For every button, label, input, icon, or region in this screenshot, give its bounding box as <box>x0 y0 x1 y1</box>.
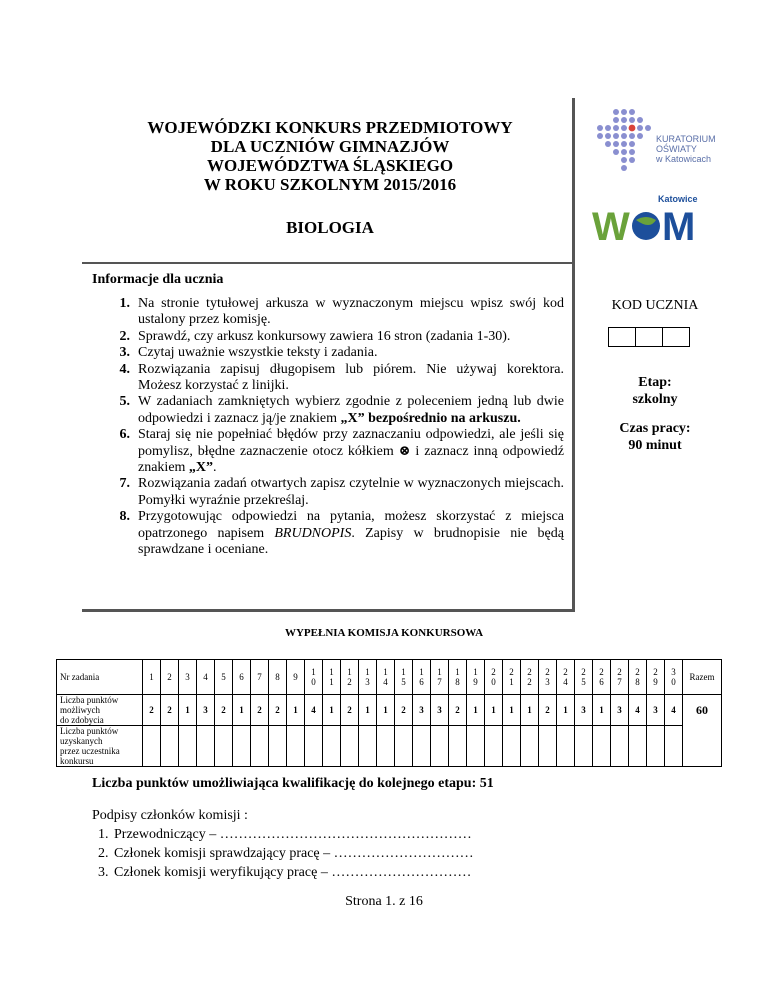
max-points-cell: 2 <box>215 695 233 726</box>
task-number: 13 <box>365 667 370 687</box>
max-points-label-line: Liczba punktów <box>60 695 119 705</box>
obtained-points-cell[interactable] <box>395 726 413 767</box>
task-number-cell <box>593 660 611 695</box>
obtained-points-cell[interactable] <box>287 726 305 767</box>
task-number-cell <box>629 660 647 695</box>
obtained-points-cell[interactable] <box>647 726 665 767</box>
task-number-cell <box>557 660 575 695</box>
task-number-label: Nr zadania <box>57 660 143 695</box>
obtained-points-cell[interactable] <box>251 726 269 767</box>
task-number-cell <box>179 660 197 695</box>
signature-number: 1. <box>98 827 109 842</box>
obtained-points-cell[interactable] <box>611 726 629 767</box>
instruction-item <box>108 329 564 345</box>
obtained-points-cell[interactable] <box>593 726 611 767</box>
instruction-number: 5. <box>119 394 130 410</box>
instruction-item <box>108 509 564 558</box>
signature-number: 2. <box>98 846 109 861</box>
task-number: 23 <box>545 667 550 687</box>
kuratorium-text-line-2: OŚWIATY <box>656 144 697 154</box>
max-points-cell: 4 <box>665 695 683 726</box>
obtained-points-cell[interactable] <box>539 726 557 767</box>
max-points-cell: 3 <box>413 695 431 726</box>
task-number: 18 <box>455 667 460 687</box>
max-points-row <box>57 695 722 726</box>
task-number-cell <box>503 660 521 695</box>
task-number-cell <box>413 660 431 695</box>
time-label: Czas pracy: <box>619 421 691 436</box>
instruction-text: . <box>213 460 217 476</box>
obtained-points-row <box>57 726 722 767</box>
instruction-item <box>108 296 564 329</box>
max-points-cell: 2 <box>143 695 161 726</box>
task-number-cell <box>269 660 287 695</box>
instruction-text: Rozwiązania zadań otwartych zapisz czytelnie w wyznaczonych miejscach. Pomyłki wyraźnie przekreślaj. <box>138 476 564 508</box>
student-code-box[interactable] <box>662 327 690 347</box>
kuratorium-text-line-1: KURATORIUM <box>656 134 716 144</box>
instruction-text: Rozwiązania zapisuj długopisem lub piórem. Nie używaj korektora. Możesz korzystać z linijki. <box>138 361 564 394</box>
instruction-text: Sprawdź, czy arkusz konkursowy zawiera 16 stron (zadania 1-30). <box>138 328 511 344</box>
task-number: 6 <box>239 672 244 682</box>
instruction-text: Staraj się nie popełniać błędów przy zaznaczaniu odpowiedzi, ale jeśli się pomylisz, błędne zaznaczenie otocz kółkiem <box>138 427 564 459</box>
obtained-points-cell[interactable] <box>269 726 287 767</box>
max-points-cell: 2 <box>449 695 467 726</box>
task-number-cell <box>251 660 269 695</box>
obtained-points-cell[interactable] <box>413 726 431 767</box>
task-number: 16 <box>419 667 424 687</box>
task-number-cell <box>359 660 377 695</box>
obtained-points-cell[interactable] <box>377 726 395 767</box>
signature-text: Członek komisji sprawdzający pracę – ………………………… <box>114 846 474 861</box>
task-number-cell <box>521 660 539 695</box>
bottom-divider <box>82 609 575 612</box>
total-points: 60 <box>683 695 722 767</box>
stage-value: szkolny <box>632 392 678 407</box>
instruction-text: . Zapisy w brudnopisie nie będą sprawdzane i oceniane. <box>138 525 564 558</box>
obtained-points-cell[interactable] <box>341 726 359 767</box>
obtained-points-cell[interactable] <box>197 726 215 767</box>
task-number: 12 <box>347 667 352 687</box>
svg-text:M: M <box>662 205 696 248</box>
task-number-cell <box>431 660 449 695</box>
obtained-points-cell[interactable] <box>485 726 503 767</box>
instruction-text: Czytaj uważnie wszystkie teksty i zadania. <box>138 345 378 361</box>
task-number-cell <box>611 660 629 695</box>
obtained-points-cell[interactable] <box>665 726 683 767</box>
total-label: Razem <box>683 660 722 695</box>
max-points-cell: 2 <box>395 695 413 726</box>
max-points-cell: 2 <box>539 695 557 726</box>
signature-line <box>92 844 474 863</box>
task-number: 17 <box>437 667 442 687</box>
task-number-cell <box>395 660 413 695</box>
task-number-cell <box>323 660 341 695</box>
task-number: 15 <box>401 667 406 687</box>
info-heading: Informacje dla ucznia <box>92 272 224 287</box>
student-code-box[interactable] <box>635 327 663 347</box>
title-line-1: WOJEWÓDZKI KONKURS PRZEDMIOTOWY <box>147 118 513 137</box>
task-number: 4 <box>203 672 208 682</box>
scores-table <box>56 659 722 767</box>
kuratorium-logo <box>596 108 716 186</box>
instruction-number: 7. <box>119 476 130 492</box>
title-line-4: W ROKU SZKOLNYM 2015/2016 <box>203 175 457 194</box>
wom-logo-icon <box>592 190 722 248</box>
task-number: 3 <box>185 672 190 682</box>
instruction-number: 6. <box>119 427 130 443</box>
task-number: 22 <box>527 667 532 687</box>
max-points-cell: 3 <box>431 695 449 726</box>
obtained-points-cell[interactable] <box>359 726 377 767</box>
task-number-cell <box>665 660 683 695</box>
max-points-cell: 1 <box>287 695 305 726</box>
task-number-cell <box>233 660 251 695</box>
qualification-threshold: Liczba punktów umożliwiająca kwalifikację do kolejnego etapu: 51 <box>92 776 494 791</box>
wom-logo <box>592 190 722 248</box>
instruction-item <box>108 427 564 476</box>
student-code-boxes[interactable] <box>608 327 689 347</box>
instruction-number: 2. <box>119 328 130 344</box>
instruction-item <box>108 476 564 509</box>
max-points-cell: 1 <box>593 695 611 726</box>
max-points-cell: 4 <box>305 695 323 726</box>
signatures-section <box>92 806 474 882</box>
obtained-points-cell[interactable] <box>161 726 179 767</box>
obtained-points-cell[interactable] <box>179 726 197 767</box>
obtained-points-cell[interactable] <box>467 726 485 767</box>
obtained-points-cell[interactable] <box>575 726 593 767</box>
task-number: 11 <box>329 667 334 687</box>
stage-label: Etap: <box>638 375 672 390</box>
task-number-cell <box>467 660 485 695</box>
obtained-points-cell[interactable] <box>557 726 575 767</box>
kuratorium-dots-icon <box>596 108 656 186</box>
task-number: 30 <box>671 667 676 687</box>
max-points-cell: 3 <box>611 695 629 726</box>
task-number: 24 <box>563 667 568 687</box>
task-number-cell <box>341 660 359 695</box>
max-points-cell: 1 <box>521 695 539 726</box>
max-points-cell: 2 <box>341 695 359 726</box>
instruction-text: Na stronie tytułowej arkusza w wyznaczonym miejscu wpisz swój kod ustalony przez komisję. <box>138 296 564 328</box>
task-number: 19 <box>473 667 478 687</box>
task-number-cell <box>215 660 233 695</box>
max-points-label <box>57 695 143 726</box>
max-points-cell: 1 <box>557 695 575 726</box>
task-number: 1 <box>149 672 154 682</box>
max-points-cell: 1 <box>485 695 503 726</box>
obtained-points-cell[interactable] <box>143 726 161 767</box>
max-points-cell: 1 <box>179 695 197 726</box>
task-number-cell <box>305 660 323 695</box>
task-number-row <box>57 660 722 695</box>
obtained-points-cell[interactable] <box>305 726 323 767</box>
page-number: Strona 1. z 16 <box>345 894 423 909</box>
task-number: 28 <box>635 667 640 687</box>
task-number: 27 <box>617 667 622 687</box>
instruction-text: i zaznacz inną odpowiedź znakiem <box>138 443 564 476</box>
obtained-points-cell[interactable] <box>521 726 539 767</box>
max-points-cell: 1 <box>359 695 377 726</box>
instruction-item <box>108 394 564 427</box>
instructions-list <box>108 296 564 559</box>
obtained-points-cell[interactable] <box>215 726 233 767</box>
task-number-cell <box>647 660 665 695</box>
vertical-divider <box>572 98 575 612</box>
signature-line <box>92 863 474 882</box>
max-points-label-line: do zdobycia <box>60 715 104 725</box>
obtained-points-label-line: Liczba punktów <box>60 726 119 736</box>
task-number-cell <box>485 660 503 695</box>
student-code-box[interactable] <box>608 327 636 347</box>
max-points-cell: 2 <box>251 695 269 726</box>
wom-city-label: Katowice <box>658 194 698 204</box>
task-number: 2 <box>167 672 172 682</box>
task-number-cell <box>161 660 179 695</box>
task-number-cell <box>377 660 395 695</box>
instruction-emphasis: „X” bezpośrednio na arkuszu. <box>340 410 521 426</box>
signature-text: Członek komisji weryfikujący pracę – ………………………… <box>114 865 472 880</box>
obtained-points-label-line: przez uczestnika <box>60 746 120 756</box>
instruction-number: 8. <box>119 509 130 525</box>
task-number: 26 <box>599 667 604 687</box>
max-points-cell: 1 <box>377 695 395 726</box>
instruction-italic: BRUDNOPIS <box>274 525 352 541</box>
commission-heading: WYPEŁNIA KOMISJA KONKURSOWA <box>284 627 484 639</box>
max-points-cell: 2 <box>269 695 287 726</box>
stage-info <box>580 374 730 408</box>
max-points-cell: 1 <box>467 695 485 726</box>
task-number: 9 <box>293 672 298 682</box>
instruction-text: Przygotowując odpowiedzi na pytania, możesz skorzystać z miejsca opatrzonego napisem <box>138 509 564 541</box>
instruction-number: 3. <box>119 345 130 361</box>
signatures-heading: Podpisy członków komisji : <box>92 808 248 823</box>
task-number: 10 <box>311 667 316 687</box>
task-number: 29 <box>653 667 658 687</box>
obtained-points-label-line: uzyskanych <box>60 736 103 746</box>
task-number: 14 <box>383 667 388 687</box>
task-number: 5 <box>221 672 226 682</box>
task-number-cell <box>539 660 557 695</box>
page-title <box>92 118 568 194</box>
task-number: 7 <box>257 672 262 682</box>
top-divider <box>82 262 574 264</box>
max-points-cell: 3 <box>647 695 665 726</box>
obtained-points-cell[interactable] <box>503 726 521 767</box>
obtained-points-cell[interactable] <box>323 726 341 767</box>
obtained-points-label <box>57 726 143 767</box>
instruction-item <box>108 345 564 361</box>
obtained-points-cell[interactable] <box>431 726 449 767</box>
max-points-cell: 3 <box>575 695 593 726</box>
task-number: 21 <box>509 667 514 687</box>
circled-x-icon: ⊗ <box>398 443 411 459</box>
max-points-cell: 1 <box>503 695 521 726</box>
time-info <box>580 420 730 454</box>
task-number-cell <box>287 660 305 695</box>
max-points-cell: 2 <box>161 695 179 726</box>
max-points-cell: 1 <box>233 695 251 726</box>
max-points-cell: 3 <box>197 695 215 726</box>
instruction-text: W zadaniach zamkniętych wybierz zgodnie z poleceniem jedną lub dwie odpowiedzi i zaznacz ją/je znakiem <box>138 394 564 426</box>
instruction-emphasis: „X” <box>188 460 214 476</box>
title-line-2: DLA UCZNIÓW GIMNAZJÓW <box>210 137 450 156</box>
task-number-cell <box>449 660 467 695</box>
max-points-label-line: możliwych <box>60 705 100 715</box>
task-number: 25 <box>581 667 586 687</box>
max-points-cell: 4 <box>629 695 647 726</box>
instruction-number: 1. <box>119 296 130 311</box>
student-code-label: KOD UCZNIA <box>611 298 699 313</box>
svg-text:W: W <box>592 205 630 248</box>
task-number: 20 <box>491 667 496 687</box>
max-points-cell: 1 <box>323 695 341 726</box>
instruction-item <box>108 362 564 395</box>
title-line-3: WOJEWÓDZTWA ŚLĄSKIEGO <box>206 156 454 175</box>
obtained-points-label-line: konkursu <box>60 756 94 766</box>
task-number: 8 <box>275 672 280 682</box>
subject-title: BIOLOGIA <box>286 218 374 237</box>
task-number-cell <box>197 660 215 695</box>
instruction-number: 4. <box>119 361 130 377</box>
kuratorium-text-line-3: w Katowicach <box>656 154 712 164</box>
signature-number: 3. <box>98 865 109 880</box>
task-number-cell <box>143 660 161 695</box>
obtained-points-cell[interactable] <box>449 726 467 767</box>
kuratorium-logo-text <box>656 134 716 164</box>
signature-text: Przewodniczący – ……………………………………………… <box>114 827 472 842</box>
obtained-points-cell[interactable] <box>629 726 647 767</box>
task-number-cell <box>575 660 593 695</box>
obtained-points-cell[interactable] <box>233 726 251 767</box>
time-value: 90 minut <box>628 438 682 453</box>
signature-line <box>92 825 474 844</box>
